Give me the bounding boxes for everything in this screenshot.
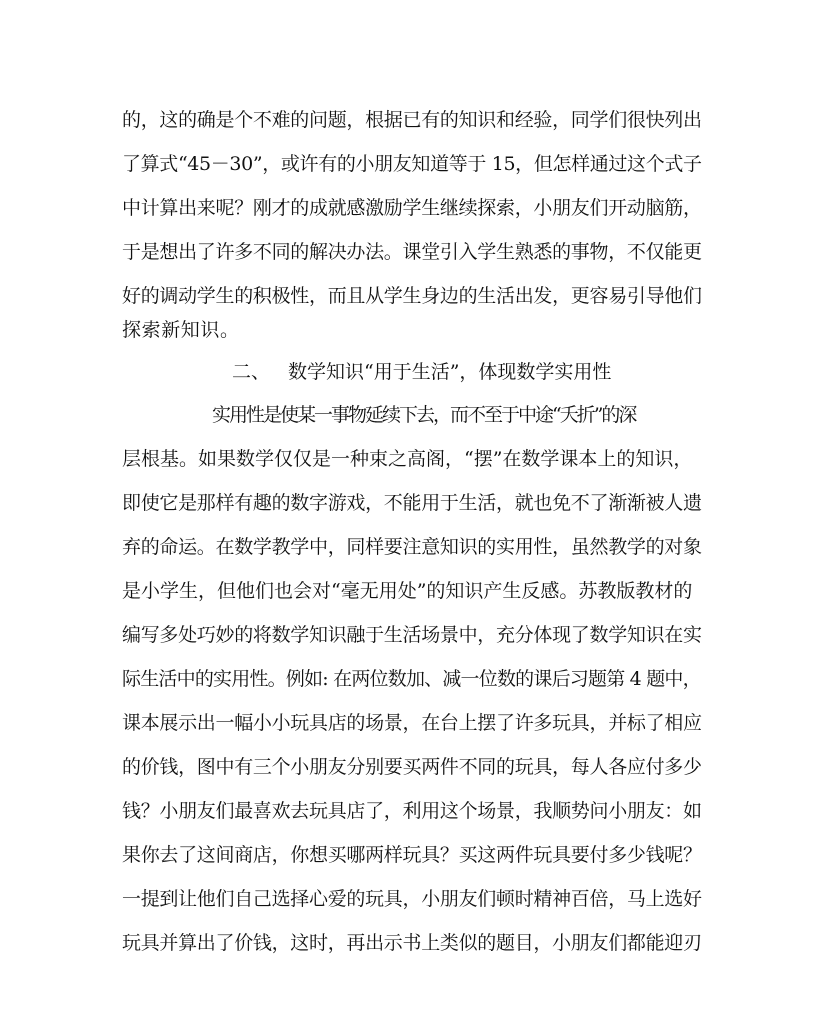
section-title: 数学知识“用于生活”，体现数学实用性	[288, 361, 612, 383]
paragraph-line: 的价钱，图中有三个小朋友分别要买两件不同的玩具，每人各应付多少	[122, 756, 702, 778]
paragraph-line: 课本展示出一幅小小玩具店的场景，在台上摆了许多玩具，并标了相应	[122, 712, 702, 734]
paragraph-line: 是小学生，但他们也会对“毫无用处”的知识产生反感。苏教版教材的	[122, 580, 693, 602]
paragraph-line: 弃的命运。在数学教学中，同样要注意知识的实用性，虽然教学的对象	[122, 536, 702, 558]
paragraph-line: 即使它是那样有趣的数字游戏，不能用于生活，就也免不了渐渐被人遗	[122, 492, 702, 514]
paragraph-line: 层根基。如果数学仅仅是一种束之高阁，“摆”在数学课本上的知识，	[122, 448, 693, 470]
section-heading	[232, 360, 611, 384]
paragraph-line: 了算式“45－30”，或许有的小朋友知道等于 15，但怎样通过这个式子	[122, 153, 702, 175]
paragraph-line: 好的调动学生的积极性，而且从学生身边的生活出发，更容易引导他们	[122, 285, 702, 307]
section-number: 二、	[232, 361, 271, 383]
paragraph-line: 果你去了这间商店，你想买哪两样玩具？买这两件玩具要付多少钱呢？	[122, 844, 702, 866]
paragraph-line: 的，这的确是个不难的问题，根据已有的知识和经验，同学们很快列出	[122, 109, 702, 131]
paragraph-line: 际生活中的实用性。例如: 在两位数加、减一位数的课后习题第 4 题中，	[122, 668, 701, 690]
paragraph-line: 于是想出了许多不同的解决办法。课堂引入学生熟悉的事物，不仅能更	[122, 241, 702, 263]
paragraph-line: 钱？小朋友们最喜欢去玩具店了，利用这个场景，我顺势问小朋友：如	[122, 800, 702, 822]
paragraph-line: 玩具并算出了价钱，这时，再出示书上类似的题目，小朋友们都能迎刃	[122, 932, 702, 954]
paragraph-line: 中计算出来呢？刚才的成就感激励学生继续探索，小朋友们开动脑筋，	[122, 197, 702, 219]
paragraph-line: 一提到让他们自己选择心爱的玩具，小朋友们顿时精神百倍，马上选好	[122, 888, 702, 910]
paragraph-line: 探索新知识。	[122, 319, 240, 341]
paragraph-line: 编写多处巧妙的将数学知识融于生活场景中，充分体现了数学知识在实	[122, 624, 702, 646]
paragraph-line: 实用性是使某一事物延续下去，而不至于中途“夭折”的深	[212, 404, 636, 426]
